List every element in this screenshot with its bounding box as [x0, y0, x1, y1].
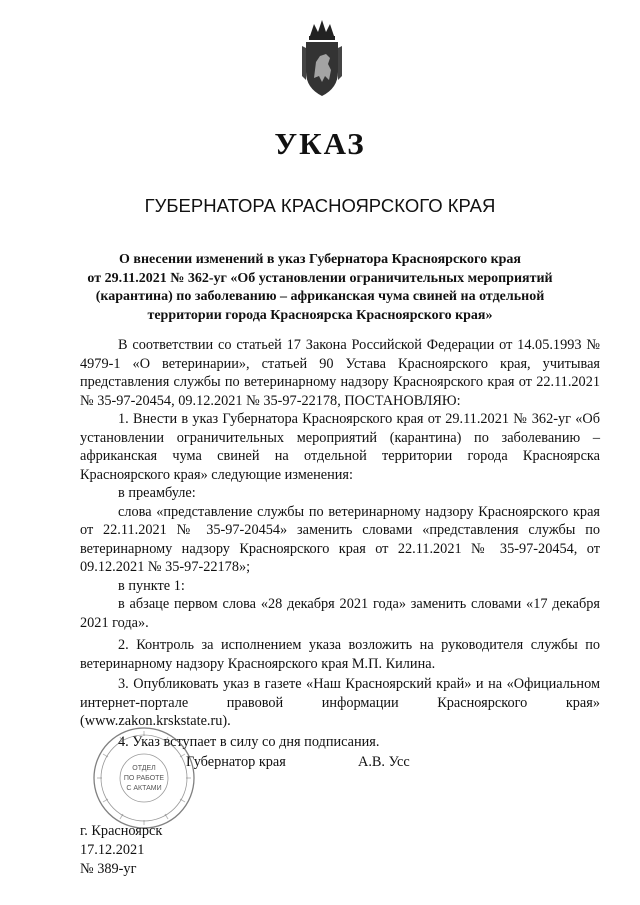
heading-line: О внесении изменений в указ Губернатора Красноярского края [119, 252, 521, 267]
footer-city: г. Красноярск [80, 823, 163, 839]
document-heading [82, 251, 558, 325]
paragraph-item-1: 1. Внести в указ Губернатора Красноярского края от 29.11.2021 № 362-уг «Об установлении ограничительных мероприятий (карантина) по заболеванию – африканская чума свиней на отдельной территории города Красноярска Красноярского края» следующие изменения: [80, 411, 600, 483]
paragraph-in-preamble: в преамбуле: [118, 485, 196, 501]
stamp-line: ПО РАБОТЕ [123, 775, 165, 782]
document-title: УКАЗ [274, 126, 366, 161]
paragraph-item-3: 3. Опубликовать указ в газете «Наш Красноярский край» и на «Официальном интернет-портале правовой информации Красноярского края» (www.zakon.krskstate.ru). [80, 676, 600, 729]
paragraph-item-2: 2. Контроль за исполнением указа возложить на руководителя службы по ветеринарному надзору Красноярского края М.П. Килина. [80, 637, 600, 672]
paragraph-words-replace: слова «представление службы по ветеринарному надзору Красноярского края от 22.11.2021 № 35-97-20454» заменить словами «представления службы по ветеринарному надзору Красноярского края от 22.11.2021 № 35-97-20454, от 09.12.2021 № 35-97-22178»; [80, 503, 600, 575]
heading-line: (карантина) по заболеванию – африканская чума свиней на отдельной [95, 289, 545, 304]
document-subtitle: ГУБЕРНАТОРА КРАСНОЯРСКОГО КРАЯ [144, 195, 496, 216]
heading-line: территории города Красноярска Красноярского края» [147, 307, 493, 323]
footer-number: № 389-уг [80, 861, 137, 877]
paragraph-preamble: В соответствии со статьей 17 Закона Российской Федерации от 14.05.1993 № 4979-1 «О ветеринарии», статьей 90 Устава Красноярского края, учитывая представления службы по ветеринарному надзору Красноярского края от 22.11.2021 № 35-97-20454, 09.12.2021 № 35-97-22178, ПОСТАНОВЛЯЮ: [80, 337, 600, 409]
stamp-line: ОТДЕЛ [132, 765, 156, 772]
heading-line: от 29.11.2021 № 362-уг «Об установлении ограничительных мероприятий [87, 270, 553, 286]
signature-name: А.В. Усс [358, 754, 410, 770]
paragraph-first-abzac: в абзаце первом слова «28 декабря 2021 года» заменить словами «17 декабря 2021 года». [80, 596, 600, 631]
official-stamp-icon [92, 726, 196, 830]
document-body [80, 336, 600, 751]
signature-role: Губернатор края [186, 754, 286, 770]
coat-of-arms-icon [300, 18, 344, 98]
document-footer [80, 822, 162, 879]
footer-date: 17.12.2021 [80, 842, 145, 858]
paragraph-item-4: 4. Указ вступает в силу со дня подписания. [118, 733, 380, 750]
stamp-line: С АКТАМИ [126, 785, 162, 792]
paragraph-in-item-1: в пункте 1: [118, 577, 185, 594]
